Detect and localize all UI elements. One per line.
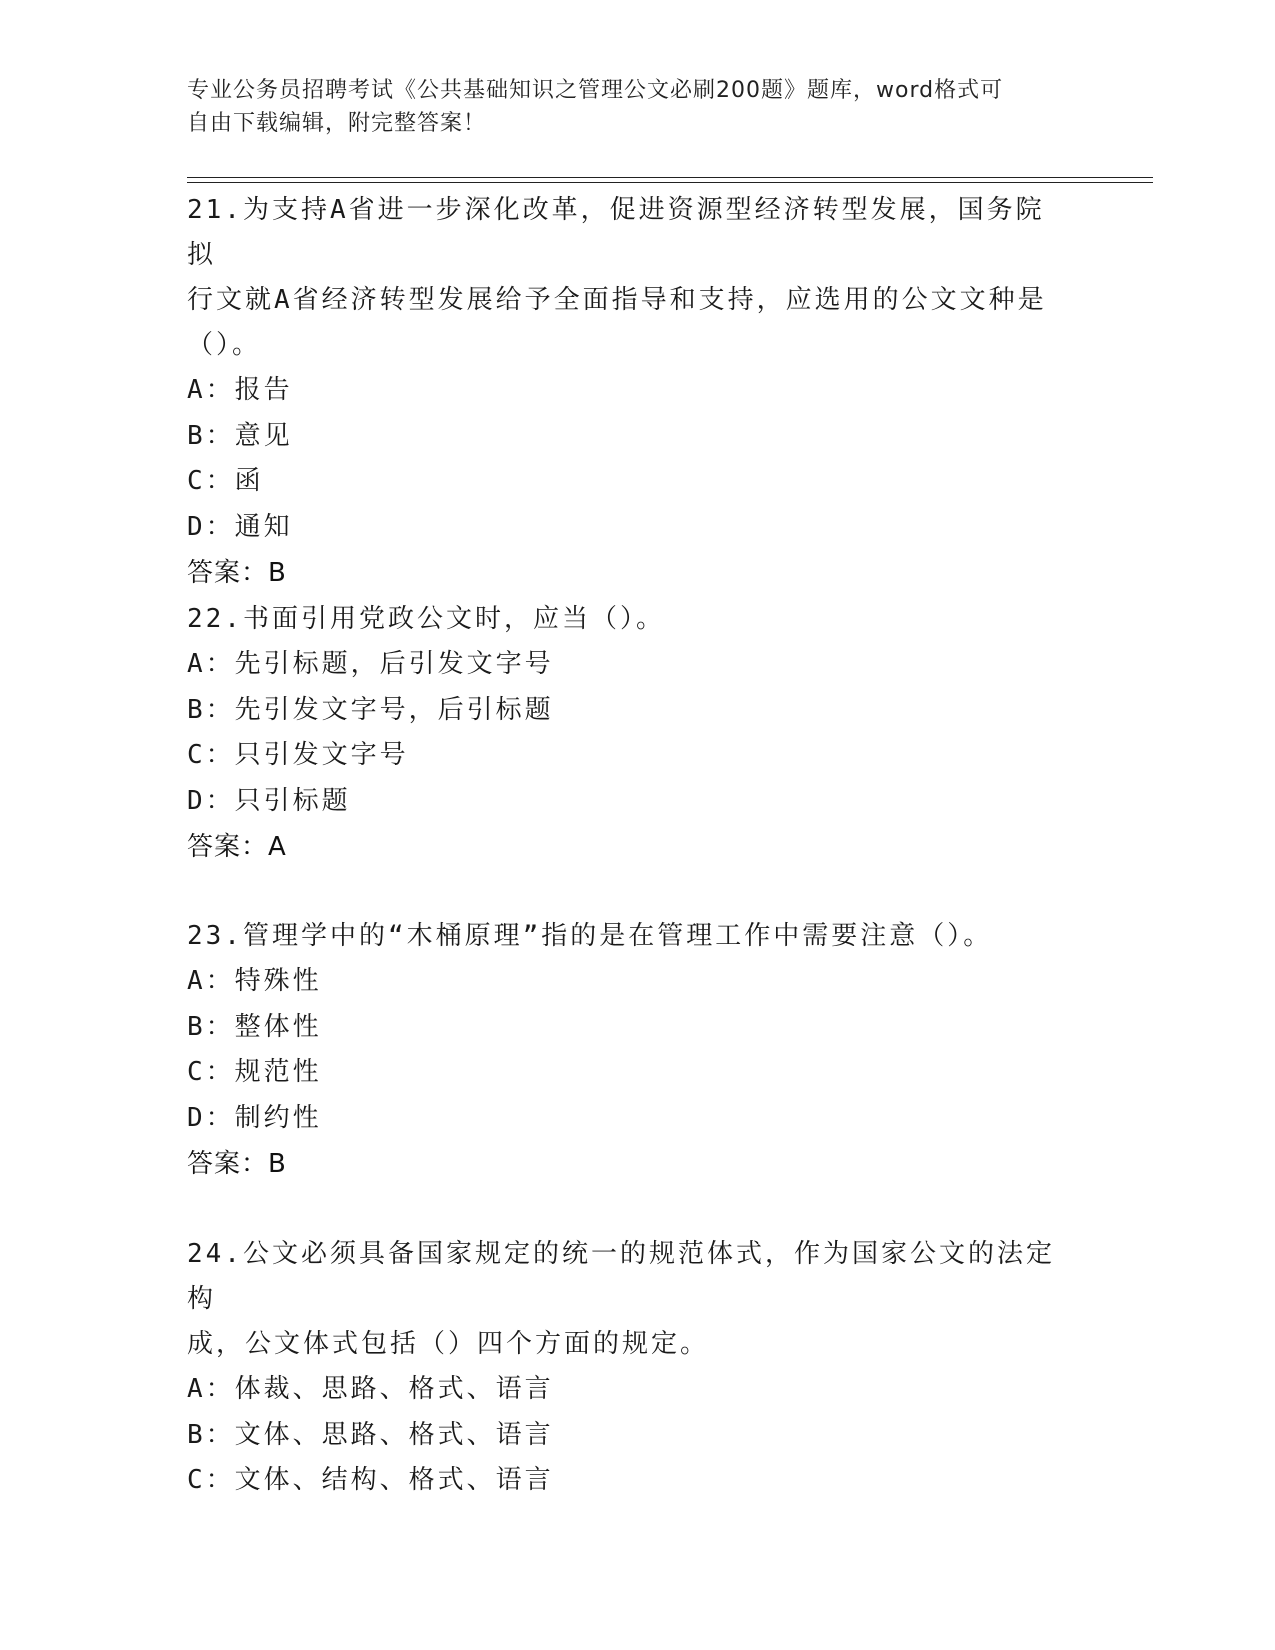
option-d: D：制约性 <box>187 1102 322 1133</box>
option-b: B：意见 <box>187 420 293 451</box>
option-c: C：函 <box>187 466 264 496</box>
option-a: A：报告 <box>187 375 293 405</box>
option-c: C：只引发文字号 <box>187 740 409 770</box>
header-divider-bottom <box>187 182 1153 183</box>
question-stem-line: （）。 <box>187 330 262 360</box>
question-stem-line: 23.管理学中的“木桶原理”指的是在管理工作中需要注意（）。 <box>187 921 993 951</box>
question-stem-line: 行文就A省经济转型发展给予全面指导和支持，应选用的公文文种是 <box>187 285 1047 315</box>
option-c: C：规范性 <box>187 1057 322 1087</box>
option-a: A：特殊性 <box>187 966 322 996</box>
header-line-1: 专业公务员招聘考试《公共基础知识之管理公文必刷200题》题库，word格式可 <box>187 78 1004 103</box>
question-stem-line: 成，公文体式包括（）四个方面的规定。 <box>187 1329 710 1359</box>
option-a: A：先引标题，后引发文字号 <box>187 649 554 679</box>
question-22 <box>187 597 1067 870</box>
answer: 答案：A <box>187 832 287 862</box>
option-b: B：整体性 <box>187 1011 322 1042</box>
document-header <box>187 74 1067 140</box>
option-d: D：只引标题 <box>187 785 351 816</box>
question-23 <box>187 914 1067 1187</box>
question-21 <box>187 188 1067 596</box>
option-a: A：体裁、思路、格式、语言 <box>187 1374 554 1404</box>
header-divider-top <box>187 177 1153 178</box>
answer: 答案：B <box>187 1149 287 1179</box>
option-b: B：文体、思路、格式、语言 <box>187 1419 554 1450</box>
question-stem-line: 22.书面引用党政公文时，应当（）。 <box>187 604 665 634</box>
option-c: C：文体、结构、格式、语言 <box>187 1465 554 1495</box>
question-stem-line: 21.为支持A省进一步深化改革，促进资源型经济转型发展，国务院拟 <box>187 195 1045 270</box>
answer: 答案：B <box>187 558 287 588</box>
header-line-2: 自由下载编辑，附完整答案！ <box>187 111 487 136</box>
question-stem-line: 24.公文必须具备国家规定的统一的规范体式，作为国家公文的法定构 <box>187 1239 1055 1314</box>
question-24 <box>187 1232 1067 1504</box>
option-d: D：通知 <box>187 511 293 542</box>
option-b: B：先引发文字号，后引标题 <box>187 694 554 725</box>
